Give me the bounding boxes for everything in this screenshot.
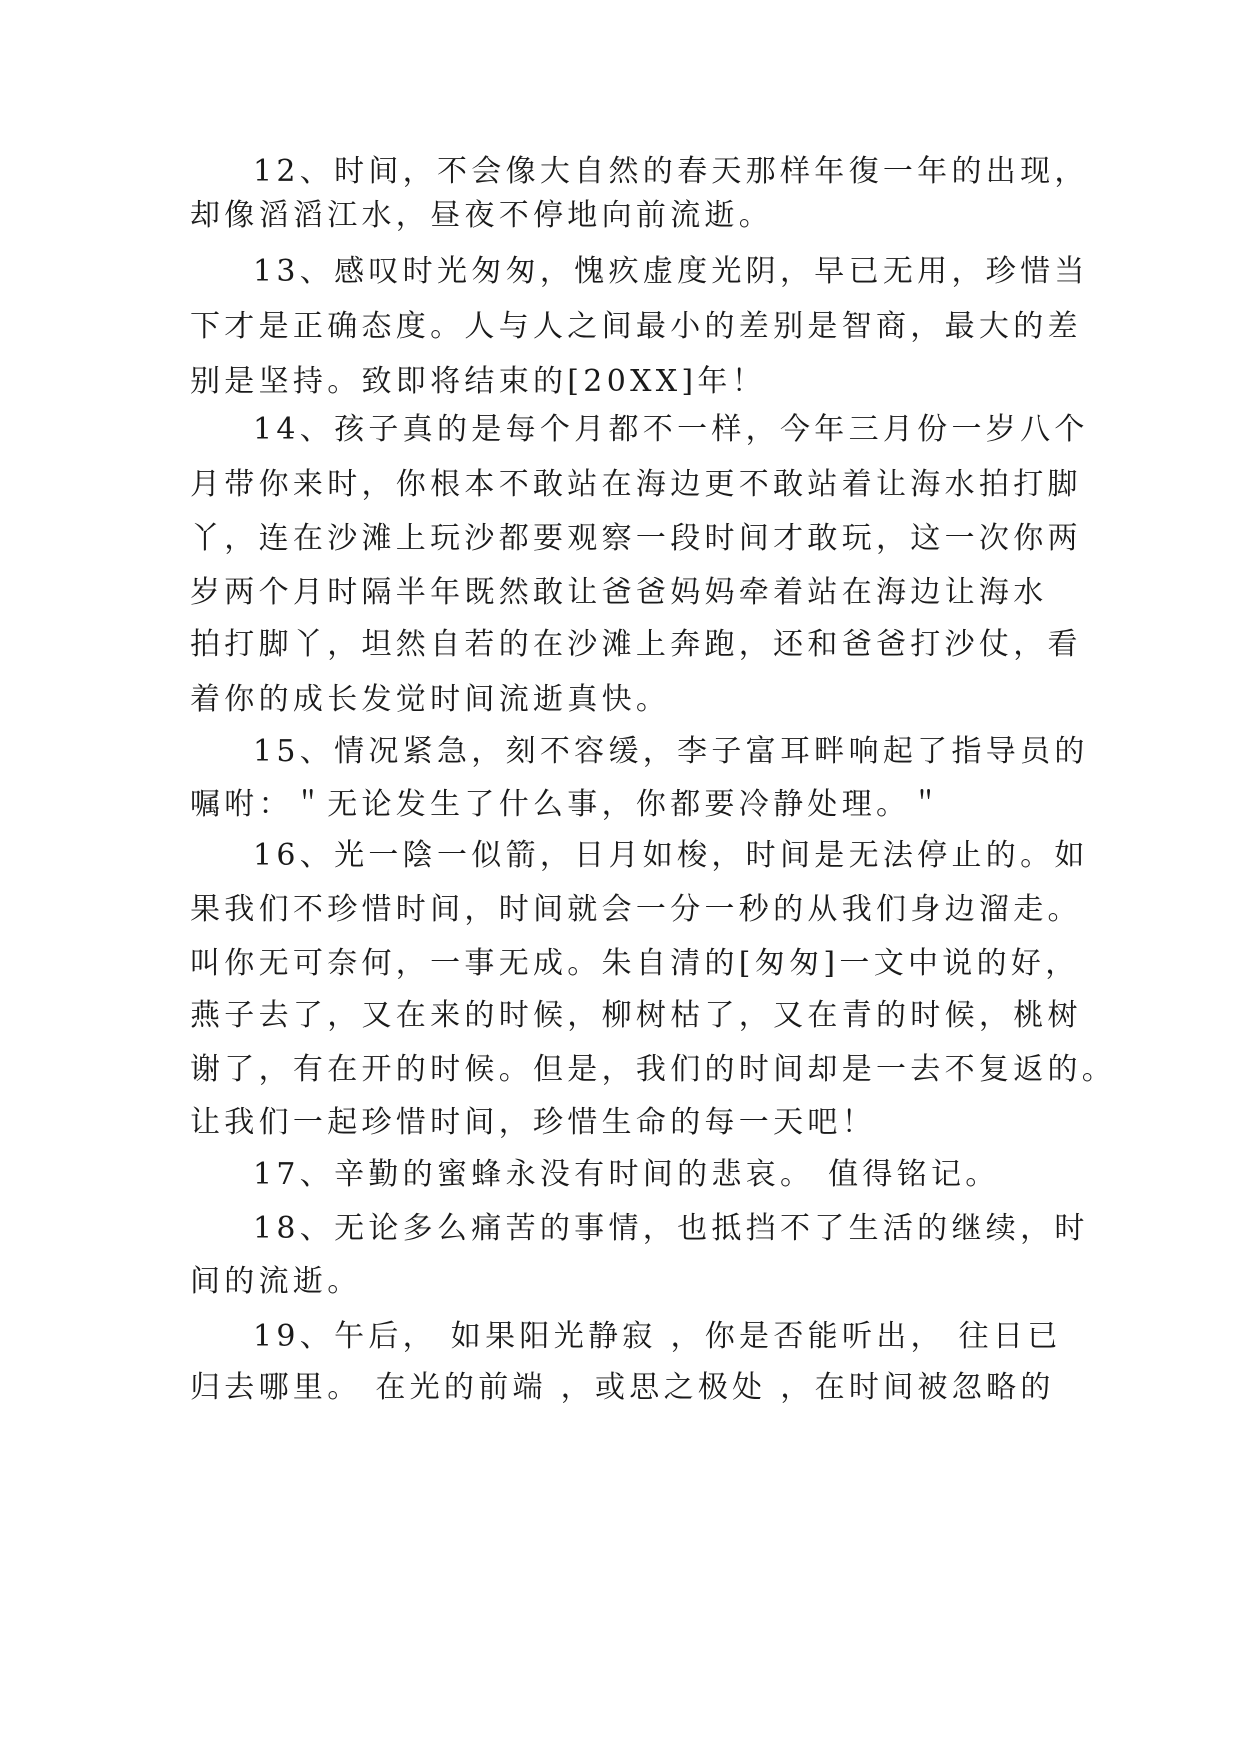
- paragraph-15-line-1: 15、情况紧急，刻不容缓，李子富耳畔响起了指导员的: [253, 734, 1089, 769]
- paragraph-12-line-2: 却像滔滔江水，昼夜不停地向前流逝。: [190, 198, 774, 233]
- paragraph-12-line-1: 12、时间，不会像大自然的春天那样年復一年的出现，: [253, 154, 1089, 189]
- paragraph-16-line-5: 谢了，有在开的时候。但是，我们的时间却是一去不复返的。: [190, 1052, 1117, 1087]
- paragraph-16-line-1: 16、光一陰一似箭，日月如梭，时间是无法停止的。如: [253, 838, 1089, 873]
- paragraph-13-line-1: 13、感叹时光匆匆，愧疚虚度光阴，早已无用，珍惜当: [253, 254, 1089, 289]
- paragraph-19-line-1: 19、午后， 如果阳光静寂 ，你是否能听出， 往日已: [253, 1319, 1062, 1354]
- paragraph-14-line-6: 着你的成长发觉时间流逝真快。: [190, 682, 671, 717]
- paragraph-17-line-1: 17、辛勤的蜜蜂永没有时间的悲哀。 值得铭记。: [253, 1157, 1000, 1192]
- paragraph-15-line-2: 嘱咐：＂无论发生了什么事，你都要冷静处理。＂: [190, 787, 945, 822]
- paragraph-14-line-3: 丫，连在沙滩上玩沙都要观察一段时间才敢玩，这一次你两: [190, 521, 1082, 556]
- paragraph-14-line-5: 拍打脚丫，坦然自若的在沙滩上奔跑，还和爸爸打沙仗，看: [190, 627, 1082, 662]
- paragraph-16-line-2: 果我们不珍惜时间，时间就会一分一秒的从我们身边溜走。: [190, 892, 1082, 927]
- paragraph-19-line-2: 归去哪里。 在光的前端 ，或思之极处 ，在时间被忽略的: [190, 1370, 1055, 1405]
- paragraph-14-line-1: 14、孩子真的是每个月都不一样，今年三月份一岁八个: [253, 412, 1089, 447]
- paragraph-13-line-3: 别是坚持。致即将结束的[20XX]年！: [190, 364, 766, 399]
- paragraph-18-line-1: 18、无论多么痛苦的事情，也抵挡不了生活的继续，时: [253, 1211, 1089, 1246]
- paragraph-16-line-3: 叫你无可奈何，一事无成。朱自清的[匆匆]一文中说的好，: [190, 946, 1080, 981]
- paragraph-18-line-2: 间的流逝。: [190, 1264, 362, 1299]
- paragraph-14-line-4: 岁两个月时隔半年既然敢让爸爸妈妈牵着站在海边让海水: [190, 575, 1048, 610]
- paragraph-16-line-6: 让我们一起珍惜时间，珍惜生命的每一天吧！: [190, 1105, 876, 1140]
- paragraph-16-line-4: 燕子去了，又在来的时候，柳树枯了，又在青的时候，桃树: [190, 998, 1082, 1033]
- paragraph-13-line-2: 下才是正确态度。人与人之间最小的差别是智商，最大的差: [190, 309, 1082, 344]
- paragraph-14-line-2: 月带你来时，你根本不敢站在海边更不敢站着让海水拍打脚: [190, 467, 1082, 502]
